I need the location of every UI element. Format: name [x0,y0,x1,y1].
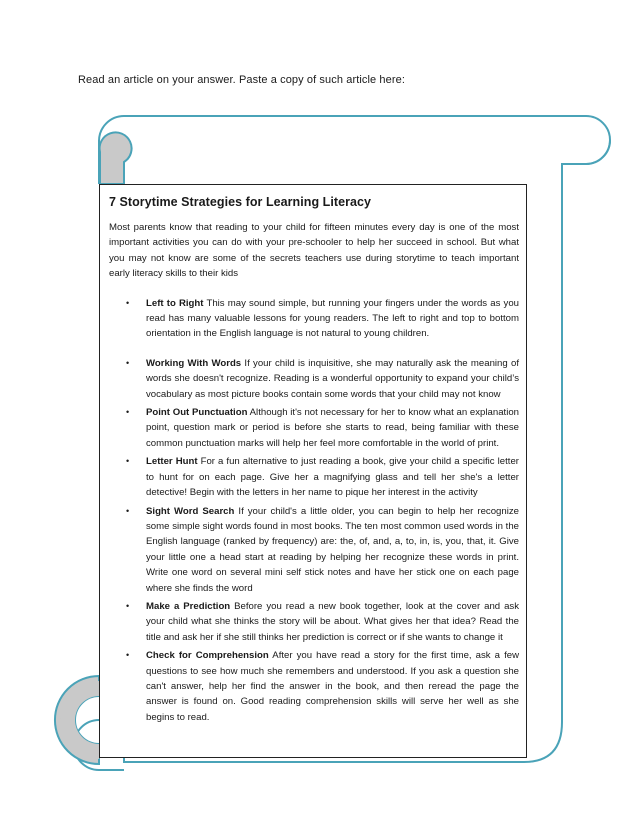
list-item [126,356,519,402]
bullet-icon: • [126,357,130,368]
list-item [126,405,519,451]
item-text: After you have read a story for the first time, ask a few questions to see how much she remembers and understood. If you ask a question she can't answer, help her find the answer in the book, and then reread the page the answer is found on. Good reading comprehension skills will serve her well as she begins to read. [146,650,519,723]
item-term: Letter Hunt [146,456,198,468]
bullet-icon: • [126,297,130,308]
article-box [99,184,527,758]
item-term: Point Out Punctuation [146,407,248,419]
item-term: Sight Word Search [146,505,235,517]
article-title: 7 Storytime Strategies for Learning Literacy [109,195,372,209]
bullet-icon: • [126,505,130,516]
bullet-icon: • [126,456,130,467]
item-text: If your child is inquisitive, she may naturally ask the meaning of words she doesn't recognize. Reading is a wonderful opportunity to expand your child’s vocabulary as most picture books contain some words that your child may not know [146,357,519,400]
bullet-icon: • [126,650,130,661]
list-item [126,648,519,725]
list-item [126,454,519,500]
item-text: For a fun alternative to just reading a book, give your child a specific letter to hunt for on each page. Give her a magnifying glass and tell her she's a letter detective! Begin with the letters in her name to pique her interest in the activity [146,456,519,499]
article-intro: Most parents know that reading to your child for fifteen minutes every day is one of the most important activities you can do with your pre-schooler to help her succeed in school. But what you may not know are some of the secrets teachers use during storytime to teach important early literacy skills to their kids [109,222,519,280]
instruction-text: Read an article on your answer. Paste a copy of such article here: [78,74,405,86]
list-item [126,599,520,645]
bullet-icon: • [126,407,130,418]
item-text: This may sound simple, but running your fingers under the words as you read has many valuable lessons for young readers. The left to right and top to bottom orientation in the English language is not natural to young children. [146,297,519,340]
bullet-icon: • [126,600,130,611]
item-term: Left to Right [146,297,204,309]
item-text: Although it's not necessary for her to know what an explanation point, question mark or period is before she starts to read, being familiar with these common punctuation marks will help her feel more comfortable in the world of print. [146,407,519,449]
item-text: Before you read a new book together, look at the cover and ask your child what she thinks the story will be about. What gives her that idea? Read the title and ask her if she still thinks her prediction is correct or if she wants to change it [146,600,520,643]
strategy-list [109,296,519,726]
item-term: Working With Words [146,357,242,369]
scroll-top-curl-fill [100,132,132,184]
scroll-right-curl [586,140,610,164]
list-item [126,296,519,342]
item-term: Check for Comprehension [146,650,269,662]
list-item [126,504,519,596]
item-term: Make a Prediction [146,600,231,612]
item-text: If your child's a little older, you can begin to help her recognize some simple sight words found in most books. The ten most common used words in the English language (ranked by frequency) are: the, of, and, a, to, in, is, you, that, it. Give your little one a head start at reading by helping her recognize these words in print. Write one word on several mini self stick notes and have her stick one on each page where she finds the word [146,505,519,594]
